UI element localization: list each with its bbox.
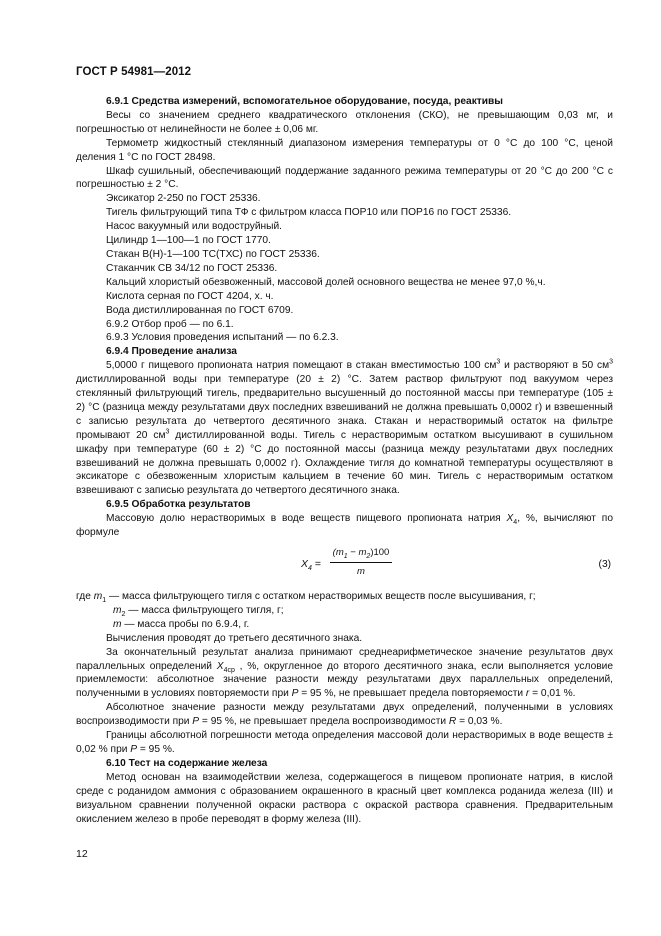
paragraph-formula-intro <box>76 512 613 540</box>
paragraph-beaker: Стакан В(Н)-1—100 ТС(ТХС) по ГОСТ 25336. <box>106 248 320 260</box>
section-heading-6-9-5: 6.9.5 Обработка результатов <box>106 499 251 511</box>
variable: P <box>130 743 138 755</box>
superscript: 3 <box>609 358 613 366</box>
paragraph-oven: Шкаф сушильный, обеспечивающий поддержание заданного режима температуры от 20 °С до 200 °С с погрешностью ± 2 °С. <box>76 165 613 191</box>
document-header: ГОСТ Р 54981—2012 <box>76 66 192 78</box>
paragraph-calc-precision: Вычисления проводят до третьего десятичного знака. <box>106 632 363 644</box>
paragraph-distilled-water: Вода дистиллированная по ГОСТ 6709. <box>106 304 294 316</box>
paragraph-cylinder: Цилиндр 1—100—1 по ГОСТ 1770. <box>106 235 271 247</box>
formula-text: (m <box>332 547 344 558</box>
text-span: = 95 %, не превышает предела повторяемости <box>298 688 526 700</box>
text-span: , %, вычисляют по формуле <box>76 513 613 539</box>
text-span: — масса пробы по 6.9.4, г. <box>121 618 250 630</box>
text-span: где <box>76 591 94 602</box>
variable: r <box>525 688 530 700</box>
paragraph-calcium-chloride: Кальций хлористый обезвоженный, массовой долей основного вещества не менее 97,0 %,ч. <box>106 276 546 288</box>
paragraph-crucible: Тигель фильтрующий типа ТФ с фильтром класса ПОР10 или ПОР16 по ГОСТ 25336. <box>106 207 512 219</box>
definition-m <box>76 618 613 632</box>
text-span: = 95 %, не превышает предела воспроизводимости <box>199 716 449 728</box>
text-span: 5,0000 г пищевого пропионата натрия помещают в стакан вместимостью 100 см <box>106 360 497 372</box>
formula-variable: X <box>301 558 309 570</box>
definition-m1 <box>76 590 613 604</box>
text-span: За окончательный результат анализа принимают среднеарифметическое значение результатов двух параллельных определений <box>76 646 613 672</box>
text-span: = 0,03 %. <box>456 716 503 728</box>
formula-subscript: 2 <box>366 552 371 560</box>
superscript: 3 <box>496 358 501 366</box>
paragraph-analysis-procedure <box>76 359 613 498</box>
subscript: 4ср <box>223 666 235 674</box>
paragraph-error-bounds <box>76 729 613 757</box>
text-span: Абсолютное значение разности между результатами двух определений, полученными в условиях воспроизводимости при <box>76 702 613 728</box>
variable: P <box>291 688 299 700</box>
variable: P <box>192 716 200 728</box>
variable: m <box>113 604 122 616</box>
section-heading-6-9-4: 6.9.4 Проведение анализа <box>106 346 237 358</box>
subscript: 4 <box>513 519 518 527</box>
subscript: 1 <box>102 597 107 605</box>
formula-fraction <box>326 546 396 579</box>
text-span: — масса фильтрующего тигля с остатком нерастворимых веществ после высушивания, г; <box>106 591 536 602</box>
text-span: дистиллированной воды при температуре (20 ± 2) °С. Затем раствор фильтруют под вакуумом через стеклянный фильтрующий тигель, предварительно высушенный до постоянной массы при температуре (105 ± 2) °С (разница между результатами двух последних взвешиваний не должна превышать 0,0002 г) и взвешенный с записью результата до четвертого десятичного знака. Стакан и нерастворимый остаток на фильтре промывают 20 см <box>76 374 613 441</box>
text-span: — масса фильтрующего тигля, г; <box>125 604 284 616</box>
paragraph-final-result <box>76 646 613 702</box>
text-span: = 0,01 %. <box>529 688 576 700</box>
variable: m <box>93 591 103 602</box>
text-span: Массовую долю нерастворимых в воде веществ пищевого пропионата натрия <box>106 513 507 525</box>
definition-m2 <box>76 604 613 618</box>
text-span: и растворяют в 50 см <box>500 360 610 372</box>
paragraph-iron-method: Метод основан на взаимодействии железа, содержащегося в пищевом пропионате натрия, в кислой среде с роданидом аммония с образованием окрашенного в красный цвет комплекса роданида железа (III) и визуальном сравнении полученной окраски раствора с окраской раствора сравнения. Предварительным окислением железо в пробе переводят в форму железа (III). <box>76 771 613 825</box>
section-heading-6-9-1: 6.9.1 Средства измерений, вспомогательное оборудование, посуда, реактивы <box>106 96 504 107</box>
paragraph-desiccator: Эксикатор 2-250 по ГОСТ 25336. <box>106 193 261 205</box>
formula-subscript: 1 <box>343 552 348 560</box>
section-6-9-2: 6.9.2 Отбор проб — по 6.1. <box>106 318 234 330</box>
text-span: = 95 %. <box>137 743 175 755</box>
formula-subscript: 4 <box>308 565 312 573</box>
text-span: дистиллированной воды. Тигель с нерастворимым остатком высушивают в сушильном шкафу при температуре (60 ± 2) °С до постоянной массы (разница между результатами двух последних взвешиваний не должна превышать 0,0002 г). Охлаждение тигля до комнатной температуры осуществляют в эксикаторе с обезвоженным хлористым кальцием в течение 60 мин. Тигель с нерастворимым остатком взвешивают с записью результата до четвертого десятичного знака. <box>76 429 614 497</box>
formula-text: )100 <box>370 547 390 558</box>
formula-text: − m <box>347 547 367 558</box>
subscript: 2 <box>121 610 126 618</box>
formula-numerator <box>326 546 396 562</box>
variable: X <box>216 660 224 672</box>
formula-3 <box>76 546 613 586</box>
variable: R <box>448 716 457 728</box>
formula-definitions <box>76 590 613 632</box>
variable: m <box>113 618 122 630</box>
text-span: , %, округленное до второго десятичного знака, если выполняется условие приемлемости: абсолютное значение разности между результатами двух параллельных определений, полученными в условиях повторяемости при <box>76 660 613 700</box>
superscript: 3 <box>165 428 170 436</box>
section-heading-6-10: 6.10 Тест на содержание железа <box>106 757 268 769</box>
formula-equals: = <box>311 558 321 570</box>
paragraph-thermometer: Термометр жидкостный стеклянный диапазоном измерения температуры от 0 °С до 100 °С, ценой деления 1 °С по ГОСТ 28498. <box>76 137 613 163</box>
formula-lhs <box>301 558 321 572</box>
paragraph-weighing-bottle: Стаканчик СВ 34/12 по ГОСТ 25336. <box>106 262 278 274</box>
paragraph-pump: Насос вакуумный или водоструйный. <box>106 221 282 233</box>
section-6-9-3: 6.9.3 Условия проведения испытаний — по 6.2.3. <box>106 332 339 344</box>
variable: X <box>506 513 514 525</box>
paragraph-reproducibility <box>76 701 613 729</box>
paragraph-scales: Весы со значением среднего квадратического отклонения (СКО), не превышающим 0,03 мг, и погрешностью от нелинейности не более ± 0,06 мг. <box>76 109 613 135</box>
text-span: Границы абсолютной погрешности метода определения массовой доли нерастворимых в воде веществ ± 0,02 % при <box>76 730 613 755</box>
document-body <box>76 95 613 826</box>
formula-number: (3) <box>598 559 611 570</box>
paragraph-sulfuric-acid: Кислота серная по ГОСТ 4204, х. ч. <box>106 290 274 302</box>
formula-denominator: m <box>357 565 365 577</box>
page-number: 12 <box>76 848 88 860</box>
